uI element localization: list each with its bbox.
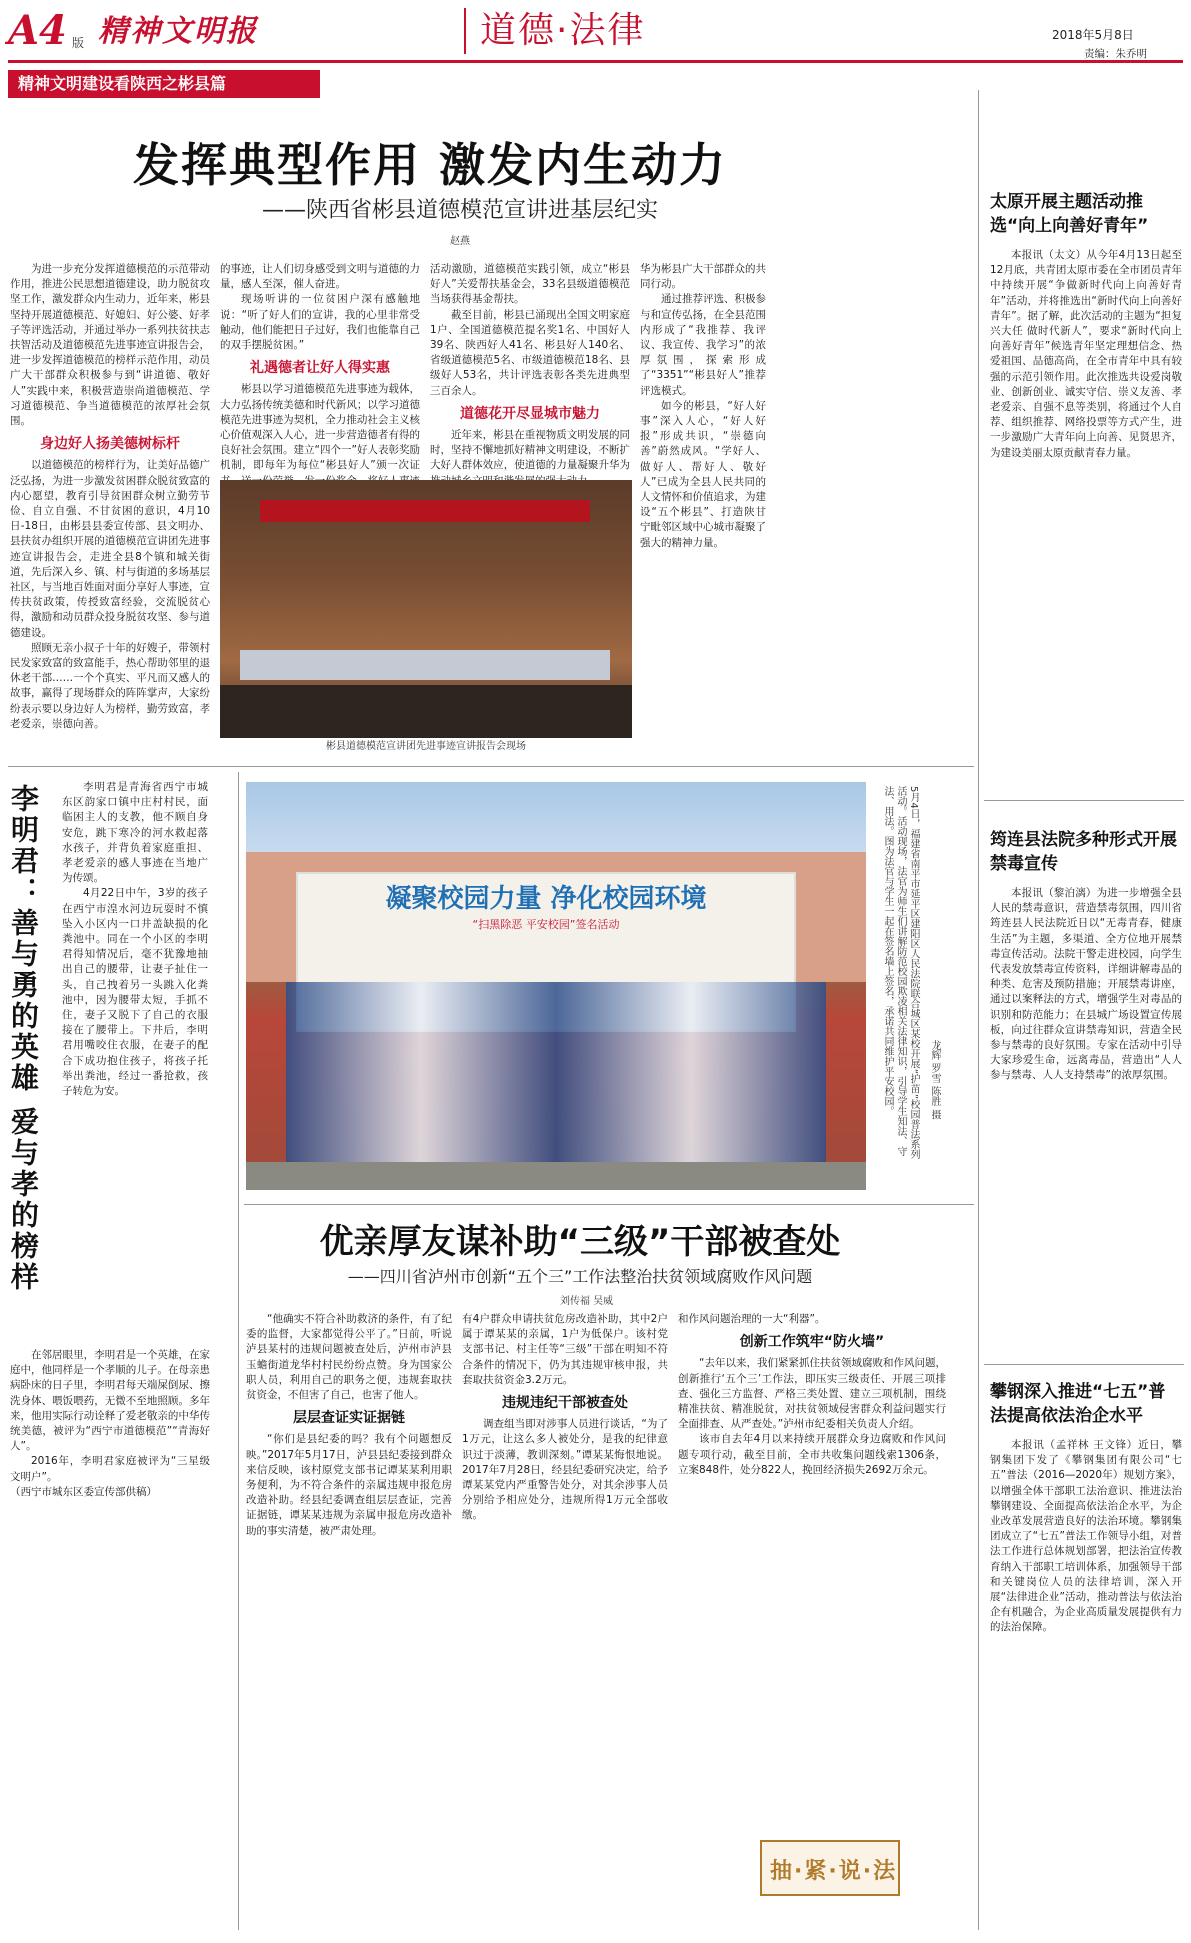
sidebar-item-3 <box>990 1380 1182 1930</box>
corruption-intro: “他确实不符合补助救济的条件，有了纪委的监督，大家都觉得公平了。”日前，听说泸县某村的违规问题被查处后，泸州市泸县玉蟾街道龙华村村民纷纷点赞。身为国家公职人员，利用自己的职务之便，违规套取扶贫资金，不但害了自己，也害了他人。 <box>246 1313 452 1402</box>
photo-meeting <box>220 480 632 738</box>
lead-col3 <box>430 262 630 476</box>
rule-feature-right <box>238 772 239 1930</box>
sidebar-item-1-text: 本报讯（太文）从今年4月13日起至12月底，共青团太原市委在全市团员青年中持续开展“争做新时代向上向善好青年”活动，并将推选出“新时代向上向善好青年”。据了解，此次活动的主题为“担复兴大任 做时代新人”，要求“新时代向上向善好青年”候选青年坚定理想信念、热爱祖国、品德高尚，在全市青年中具有较强的示范引领作用。此次推选共设爱岗敬业、创新创业、诚实守信、崇义友善、孝老爱亲、自强不息等类别，将通过个人自荐、组织推荐、网络投票等方式产生，进一步激励广大青年向上向善、见贤思齐，为建设美丽太原贡献青春力量。 <box>990 249 1182 459</box>
rule-sidebar-left <box>978 90 979 1930</box>
corruption-col3-stats: 该市自去年4月以来持续开展群众身边腐败和作风问题专项行动，截至目前，全市共收集问题线索1306条，立案848件，处分822人，挽回经济损失2692万余元。 <box>678 1433 946 1476</box>
feature-intro: 李明君是青海省西宁市城东区韵家口镇中庄村村民，面临困主人的支教，他不顾自身安危，跳下寒冷的河水救起落水孩子，并背负着家庭重担、孝老爱亲的感人事迹在当地广为传颂。 <box>62 781 208 885</box>
sidebar-item-3-title: 攀钢深入推进“七五”普法提高依法治企水平 <box>990 1382 1166 1426</box>
page-code: A4 <box>8 7 67 54</box>
rule-sidebar-1 <box>984 800 1184 801</box>
rule-lead-bottom <box>8 766 974 767</box>
lead-col2-cont: 的事迹，让人们切身感受到文明与道德的力量，感人至深，催人奋进。 <box>220 263 420 291</box>
lead-col4-cont: 华为彬县广大干部群众的共同行动。 <box>640 263 766 291</box>
photo-meeting-banner <box>260 500 590 522</box>
feature-col-upper <box>62 780 208 1340</box>
lead-col1-intro: 为进一步充分发挥道德模范的示范带动作用，推进公民思想道德建设，助力脱贫攻坚工作，激发群众内生动力，近年来，彬县坚持开展道德模范、好媳妇、好公婆、好孝子等评选活动，并通过举办一系列扶贫扶志扶智活动及道德模范先进事迹宣讲报告会，进一步发挥道德模范的榜样示范作用，动员广大干部群众积极参与到“讲道德、敬好人”实践中来，积极营造崇尚道德模范、学习道德模范、争当道德模范的浓厚社会氛围。 <box>10 263 210 428</box>
sidebar-item-2-title: 筠连县法院多种形式开展禁毒宣传 <box>990 830 1177 874</box>
corruption-subhead-3: 创新工作筑牢“防火墙” <box>739 1334 885 1351</box>
sidebar-item-1 <box>990 190 1182 770</box>
lead-col2-quote: 现场听讲的一位贫困户深有感触地说：“听了好人们的宣讲，我的心里非常受触动，他们能把日子过好，我们也能靠自己的双手摆脱贫困。” <box>220 293 420 352</box>
editor-credit: 责编：朱乔明 <box>1084 48 1147 60</box>
sidebar-item-2-body <box>990 886 1182 1366</box>
lead-col1-body: 以道德模范的榜样行为，让美好品德广泛弘扬，为进一步激发贫困群众脱贫致富的内心愿望，教育引导贫困群众树立勤劳节俭、自立自强、不甘贫困的意识，4月10日-18日，由彬县县委宣传部、县文明办、县扶贫办组织开展的道德模范宣讲团先进事迹宣讲报告会，走进全县8个镇和城关街道，先后深入乡、镇、村与街道的多场基层社区，与当地百姓面对面分享好人事迹，宣传扶贫政策，传授致富经验，交流脱贫心得，激励和动员群众投身脱贫攻坚、参与道德建设。 <box>10 459 210 639</box>
feature-title-text: 李明君：善与勇的英雄 爱与孝的榜样 <box>7 784 40 1293</box>
lead-subtitle: ——陕西省彬县道德模范宣讲进基层纪实 <box>261 198 658 223</box>
sidebar-item-2-text: 本报讯（黎泊漓）为进一步增强全县人民的禁毒意识，营造禁毒氛围，四川省筠连县人民法院近日以“无毒青春，健康生活”为主题，多渠道、全方位地开展禁毒宣传活动。法院干警走进校园，向学生代表发放禁毒宣传资料，详细讲解毒品的种类、危害及预防措施；开展禁毒讲座，通过以案释法的方式，增强学生对毒品的识别和防范能力；在县城广场设置宣传展板，向过往群众宣讲禁毒知识，营造全民参与禁毒的良好氛围。专家在活动中引导大家珍爱生命，远离毒品，营造出“人人参与禁毒、人人支持禁毒”的浓厚氛围。 <box>990 887 1182 1082</box>
issue-date: 2018年5月8日 <box>1052 28 1134 42</box>
lead-headline: 发挥典型作用 激发内生动力 <box>132 138 727 192</box>
photo-campus-banner-text: 凝聚校园力量 净化校园环境 <box>385 884 707 914</box>
feature-col-lower <box>10 1348 210 1922</box>
sidebar-item-3-body <box>990 1438 1182 1908</box>
lead-col4-body: 通过推荐评选、积极参与和宣传弘扬，在全县范围内形成了“我推荐、我评议、我宣传、我学习”的浓厚氛围，探索形成了“3351”“彬县好人”推荐评选模式。 <box>640 293 766 397</box>
paper-name-logo: 精神文明报 <box>98 14 258 49</box>
feature-vertical-title <box>6 784 40 1344</box>
corruption-byline: 刘传福 吴威 <box>560 1296 614 1307</box>
corruption-col3-body: “去年以来，我们紧紧抓住扶贫领域腐败和作风问题，创新推行‘五个三’工作法，即压实三级责任、开展三项排查、强化三方监督、严格三类处置、建立三项机制，围绕精准扶贫、精准脱贫，对扶贫领域侵害群众利益问题实行全面排查、从严查处。”泸州市纪委相关负责人介绍。 <box>678 1357 946 1431</box>
photo-campus-caption <box>872 786 920 1166</box>
lead-col4 <box>640 262 766 738</box>
feature-rescue: 4月22日中午，3岁的孩子在西宁市湟水河边玩耍时不慎坠入小区内一口井盖缺损的化粪池中。同在一个小区的李明君得知情况后，毫不犹豫地抽出自己的腰带，让妻子扯住一头，自己拽着另一头跳入化粪池中，因为腰带太短，手抓不住，妻子又脱下了自己的衣服接在了腰带上。下井后，李明君用嘴咬住衣服，在妻子的配合下成功抱住孩子，将孩子托举出粪池，经过一番抢救，孩子转危为安。 <box>62 887 208 1098</box>
feature-family: 在邻居眼里，李明君是一个英雄，在家庭中，他同样是一个孝顺的儿子。在母亲患病卧床的日子里，李明君每天端屎倒尿、擦洗身体、喂饭喂药，无微不至地照顾。多年来，他用实际行动诠释了爱老敬亲的中华传统美德，被评为“西宁市道德模范”“青海好人”。 <box>10 1349 210 1453</box>
photo-campus-ground <box>246 1162 866 1190</box>
corruption-subhead-1: 层层查证实证据链 <box>293 1410 405 1427</box>
column-logo-text: 抽·紧·说·法 <box>770 1859 898 1884</box>
column-logo-box <box>760 1840 900 1896</box>
sidebar-item-1-body <box>990 248 1182 768</box>
corruption-subhead-2: 违规违纪干部被查处 <box>502 1395 628 1412</box>
lead-col3-body: 近年来，彬县在重视物质文明发展的同时，坚持不懈地抓好精神文明建设，不断扩大好人群体效应，使道德的力量凝聚升华为 <box>430 429 630 472</box>
photo-campus-students <box>286 982 826 1172</box>
lead-col1-body-2: 照顾无亲小叔子十年的好嫂子，带领村民发家致富的致富能手，热心帮助邻里的退休老干部……一个个真实、平凡而又感人的故事，赢得了现场群众的阵阵掌声，大家纷纷表示要以身边好人为榜样，勤劳致富，孝老爱亲，崇德向善。 <box>10 641 210 730</box>
corruption-subtitle: ——四川省泸州市创新“五个三”工作法整治扶贫领域腐败作风问题 <box>347 1267 813 1286</box>
feature-award: 2016年，李明君家庭被评为“三星级文明户”。 <box>10 1455 210 1483</box>
corruption-col3 <box>678 1312 946 1832</box>
photo-meeting-table <box>240 650 610 680</box>
corruption-col2 <box>462 1312 668 1924</box>
corruption-col3-cont: 和作风问题治理的一大“利器”。 <box>678 1313 826 1325</box>
corruption-col1-body: “你们是县纪委的吗？我有个问题想反映。”2017年5月17日，泸县县纪委接到群众来信反映，该村原党支部书记谭某某利用职务便利，为不符合条件的亲属违规申报危房改造补助。经县纪委调查组层层查证，完善证据链，谭某某违规为亲属申报危房改造补助的事实清楚，被严肃处理。 <box>246 1433 452 1537</box>
lead-col4-body-2: 如今的彬县，“好人好事”深入人心，“好人好报”形成共识，“崇德向善”蔚然成风。“学好人、做好人、帮好人、敬好人”已成为全县人民共同的人文情怀和价值追求，为建设“五个彬县”、打造陕甘宁毗邻区域中心城市凝聚了强大的精神力量。 <box>640 399 766 549</box>
page-suffix: 版 <box>72 36 85 50</box>
photo-campus-credit <box>926 1040 942 1190</box>
corruption-headline: 优亲厚友谋补助“三级”干部被查处 <box>319 1222 841 1262</box>
rule-photo-bottom <box>244 1204 974 1205</box>
lead-col3-stats: 截至目前，彬县已涌现出全国文明家庭1户、全国道德模范提名奖1名、中国好人39名、陕西好人41名、彬县好人140名、省级道德模范5名、市级道德模范18名、县级好人53名，共计评选表彰各类先进典型三百余人。 <box>430 308 630 397</box>
feature-source: （西宁市城东区委宣传部供稿） <box>10 1485 157 1498</box>
lead-col2 <box>220 262 420 476</box>
photo-campus-banner-small: “扫黑除恶 平安校园”签名活动 <box>472 918 620 931</box>
lead-byline: 赵燕 <box>450 236 470 247</box>
masthead-rule <box>8 60 1183 63</box>
rule-sidebar-2 <box>984 1364 1184 1365</box>
lead-col2-body: 彬县以学习道德模范先进事迹为载体，大力弘扬传统美德和时代新风；以学习道德模范先进事迹为契机，全力推动社会主义核心价值观深入人心，进一步营造德者有得的良好社会氛围。建立“四个一”好人表彰奖励机制，即每年为每位“彬县好人”颁一次证 <box>220 383 420 472</box>
corruption-col1 <box>246 1312 452 1924</box>
photo-meeting-audience <box>220 685 632 738</box>
sidebar-item-3-text: 本报讯（孟祥林 王文锋）近日，攀钢集团下发了《攀钢集团有限公司“七五”普法（2016—2020年）规划方案》，以增强全体干部职工法治意识、推进法治攀钢建设、全面提高依法治企水平，为企业改革发展营造良好的法治环境。攀钢集团成立了“七五”普法工作领导小组，对普法工作进行总体规划部署，把法治宣传教育纳入干部职工培训体系，加强领导干部和关键岗位人员的法律培训，深入开展“法律进企业”活动，推动普法与依法治企有机融合，为企业高质量发展提供有力的法治保障。 <box>990 1439 1182 1634</box>
sidebar-item-2 <box>990 828 1182 1368</box>
lead-subhead-3: 道德花开尽显城市魅力 <box>460 405 600 422</box>
masthead <box>0 0 1191 70</box>
section-divider <box>464 8 466 54</box>
sidebar-item-1-title: 太原开展主题活动推选“向上向善好青年” <box>990 192 1149 236</box>
lead-subhead-1: 身边好人扬美德树标杆 <box>40 436 180 453</box>
corruption-col2-cont: 有4户群众申请扶贫危房改造补助，其中2户属于谭某某的亲属，1户为低保户。该村党支部书记、村主任等“三级”干部在明知不符合条件的情况下，仍为其违规审核申报，共套取扶贫资金3.2万元。 <box>462 1313 668 1386</box>
section-title: 道德·法律 <box>480 10 646 51</box>
photo-campus-caption-text: 5月4日，福建省南平市延平区建阳区人民法院联合城区某校开展“护苗”校园普法系列活动。活动现场，法官为师生们讲解防范校园欺凌相关法律知识，引导学生知法、守法、用法。图为法官与学生一起在签名墙上签名，承诺共同维护平安校园。 <box>882 786 919 1160</box>
lead-subhead-2: 礼遇德者让好人得实惠 <box>250 360 390 377</box>
series-banner-text: 精神文明建设看陕西之彬县篇 <box>18 74 227 93</box>
lead-col1 <box>10 262 210 738</box>
photo-meeting-caption: 彬县道德模范宣讲团先进事迹宣讲报告会现场 <box>326 741 526 752</box>
photo-campus-credit-text: 龙辉 罗雪 陈胜 摄 <box>929 1040 940 1120</box>
corruption-col2-body: 调查组当即对涉事人员进行谈话，“为了1万元，让这么多人被处分，是我的纪律意识过于淡薄，教训深刻。”谭某某悔恨地说。2017年7月28日，经县纪委研究决定，给予谭某某党内严重警告处分，对其余涉事人员分别给予相应处分，违规所得1万元全部收缴。 <box>462 1418 668 1522</box>
photo-campus <box>246 782 866 1190</box>
lead-col3-cont: 活动激励，道德模范实践引领，成立“彬县好人”关爱帮扶基金会，33名县级道德模范当场获得基金帮扶。 <box>430 263 630 306</box>
